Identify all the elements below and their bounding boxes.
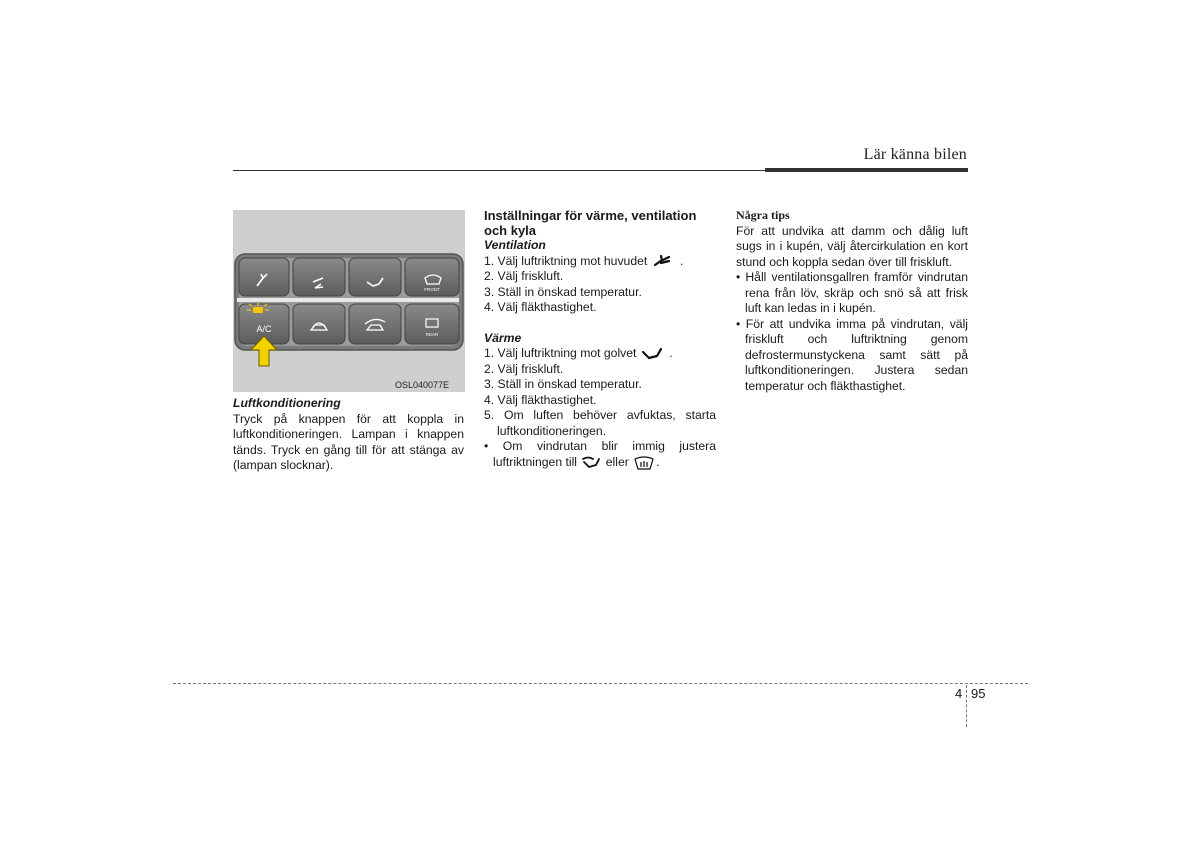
heat-heading: Värme: [484, 330, 522, 345]
heat-step-3: 3. Ställ in önskad temperatur.: [484, 377, 642, 391]
tips-bullet-1: • Håll ventilationsgallren framför vindrutan rena från löv, skräp och snö så att frisk luft kan ledas in i kupén.: [736, 270, 968, 315]
floor-defrost-icon: [580, 456, 602, 470]
fresh-air-button: [349, 304, 401, 344]
ventilation-heading: Ventilation: [484, 238, 546, 252]
column-settings: [484, 208, 716, 471]
climate-panel-illustration: [233, 210, 465, 392]
column-ac: [233, 396, 464, 474]
face-vent-icon: [651, 254, 677, 268]
heat-step-2: 2. Välj friskluft.: [484, 361, 564, 376]
tips-intro: För att undvika att damm och dålig luft sugs in i kupén, välj återcirkulation en kort stund och koppla sedan över till friskluft.: [736, 223, 968, 269]
spacer: [484, 316, 716, 331]
ac-label: A/C: [256, 324, 272, 334]
ac-heading: Luftkonditionering: [233, 396, 341, 410]
ventilation-step-3: 3. Ställ in önskad temperatur.: [484, 284, 642, 299]
running-header: Lär känna bilen: [863, 146, 967, 163]
mode-floor-button: [349, 258, 401, 296]
ac-body: Tryck på knappen för att koppla in luftkonditioneringen. Lampan i knappen tänds. Tryck en gång till för att stänga av (lampan slocknar).: [233, 411, 464, 472]
climate-control-figure: [233, 210, 465, 392]
heat-bullet: [484, 439, 716, 471]
heat-step-5: 5. Om luften behöver avfuktas, starta luftkonditioneringen.: [484, 408, 716, 438]
heat-bullet-or: eller: [605, 454, 629, 469]
floor-vent-icon: [640, 347, 666, 361]
mode-face-button: [239, 258, 289, 296]
ventilation-step-4: 4. Välj fläkthastighet.: [484, 300, 597, 314]
front-defrost-button: [405, 258, 459, 296]
heat-step-4: 4. Välj fläkthastighet.: [484, 392, 597, 407]
windshield-defrost-icon: [632, 455, 656, 471]
recirculation-button: [293, 304, 345, 344]
chapter-number: 4: [955, 686, 963, 701]
figure-code: OSL040077E: [395, 380, 450, 390]
heat-bullet-end: .: [656, 454, 660, 469]
footer-vertical-rule: [966, 685, 967, 727]
tips-heading: Några tips: [736, 208, 790, 222]
settings-heading: Inställningar för värme, ventilation och kyla: [484, 208, 697, 238]
header-bar: [765, 168, 968, 172]
footer-rule: [173, 683, 1028, 684]
ventilation-step-1-text: 1. Välj luftriktning mot huvudet: [484, 253, 648, 268]
column-tips: [736, 208, 968, 394]
tips-bullet-2: • För att undvika imma på vindrutan, välj friskluft och luftriktning genom defrostermunstyckena samt sätt på luftkonditioneringen. Justera sedan temperatur och fläkthastighet.: [736, 316, 968, 393]
ventilation-step-1: [484, 254, 716, 270]
mode-bilevel-button: [293, 258, 345, 296]
page-number: 95: [971, 686, 986, 701]
rear-defrost-button: [405, 304, 459, 344]
heat-step-1-text: 1. Välj luftriktning mot golvet: [484, 346, 637, 360]
ventilation-step-1-end: .: [680, 253, 684, 268]
front-label: FRONT: [424, 287, 440, 292]
ventilation-step-2: 2. Välj friskluft.: [484, 269, 564, 283]
rear-label: REAR: [425, 332, 439, 337]
heat-bullet-text: • Om vindrutan blir immig justera luftriktningen till: [484, 439, 716, 469]
heat-step-1: [484, 346, 716, 362]
heat-step-1-end: .: [669, 346, 673, 360]
